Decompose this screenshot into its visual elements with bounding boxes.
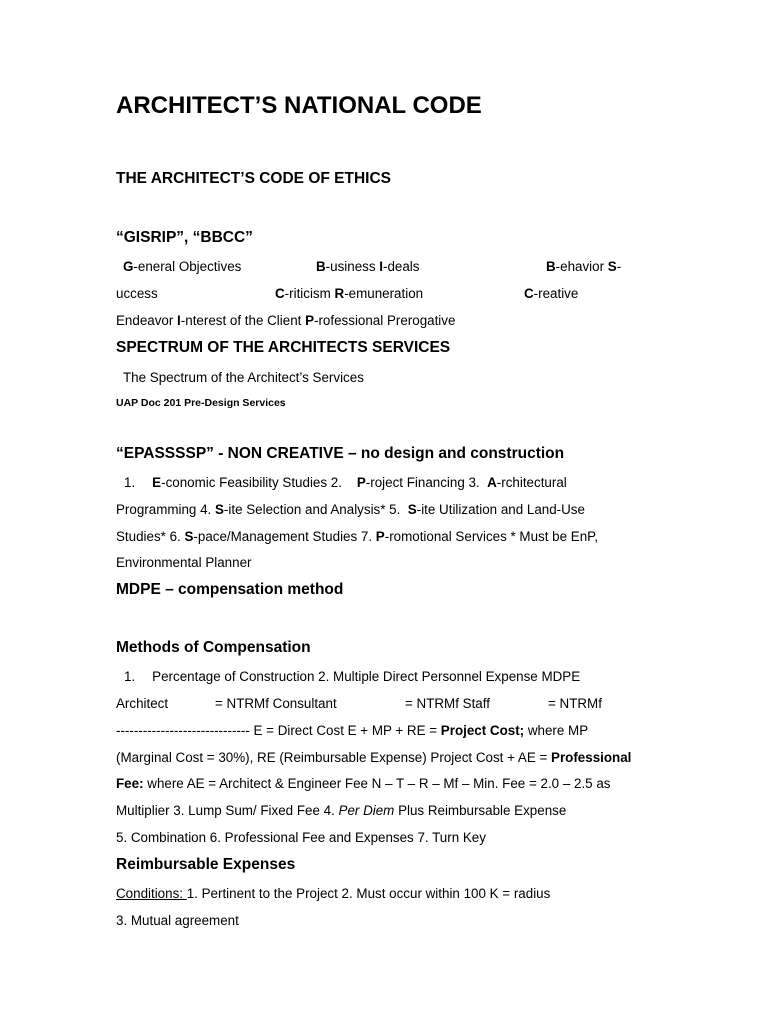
epassssp-heading: “EPASSSSP” - NON CREATIVE – no design and construction: [116, 445, 565, 462]
spectrum-line: The Spectrum of the Architect’s Services: [123, 370, 364, 385]
epassssp-line-4: Environmental Planner: [116, 555, 252, 570]
reimbursable-heading: Reimbursable Expenses: [116, 856, 296, 873]
section-subtitle: THE ARCHITECT’S CODE OF ETHICS: [116, 170, 391, 187]
gisrip-item-cr: C-riticism R-emuneration: [275, 286, 424, 301]
epassssp-line-1: 1. E-conomic Feasibility Studies 2. P-roject Financing 3. A-rchitectural: [124, 475, 567, 490]
gisrip-item-bi: B-usiness I-deals: [316, 259, 420, 274]
gisrip-item-uccess: uccess: [116, 286, 158, 301]
page-title: ARCHITECT’S NATIONAL CODE: [116, 92, 482, 119]
methods-line-2a: Architect: [116, 696, 169, 711]
gisrip-item-g: G-eneral Objectives: [123, 259, 242, 274]
methods-line-1: 1. Percentage of Construction 2. Multiple Direct Personnel Expense MDPE: [124, 669, 581, 684]
methods-line-4: (Marginal Cost = 30%), RE (Reimbursable Expense) Project Cost + AE = Professional: [116, 750, 632, 765]
spectrum-heading: SPECTRUM OF THE ARCHITECTS SERVICES: [116, 339, 451, 356]
reimbursable-conditions: Conditions: 1. Pertinent to the Project 2. Must occur within 100 K = radius: [116, 886, 551, 901]
methods-heading: Methods of Compensation: [116, 639, 311, 656]
methods-line-2d: = NTRMf: [548, 696, 602, 711]
gisrip-item-bs: B-ehavior S-: [546, 259, 622, 274]
epassssp-line-3: Studies* 6. S-pace/Management Studies 7. P-romotional Services * Must be EnP,: [116, 529, 599, 544]
methods-line-3: ------------------------------ E = Direct Cost E + MP + RE = Project Cost; where MP: [116, 723, 589, 738]
mdpe-heading: MDPE – compensation method: [116, 581, 344, 598]
reimbursable-line-2: 3. Mutual agreement: [116, 913, 239, 928]
methods-line-7: 5. Combination 6. Professional Fee and Expenses 7. Turn Key: [116, 830, 486, 845]
methods-line-6: Multiplier 3. Lump Sum/ Fixed Fee 4. Per Diem Plus Reimbursable Expense: [116, 803, 567, 818]
methods-line-5: Fee: where AE = Architect & Engineer Fee N – T – R – Mf – Min. Fee = 2.0 – 2.5 as: [116, 776, 611, 791]
gisrip-item-eip: Endeavor I-nterest of the Client P-rofessional Prerogative: [116, 313, 456, 328]
methods-line-2b: = NTRMf Consultant: [215, 696, 337, 711]
gisrip-heading: “GISRIP”, “BBCC”: [116, 229, 253, 246]
methods-line-2c: = NTRMf Staff: [405, 696, 490, 711]
spectrum-doc: UAP Doc 201 Pre-Design Services: [116, 397, 286, 409]
epassssp-line-2: Programming 4. S-ite Selection and Analysis* 5. S-ite Utilization and Land-Use: [116, 502, 585, 517]
gisrip-item-c: C-reative: [524, 286, 579, 301]
